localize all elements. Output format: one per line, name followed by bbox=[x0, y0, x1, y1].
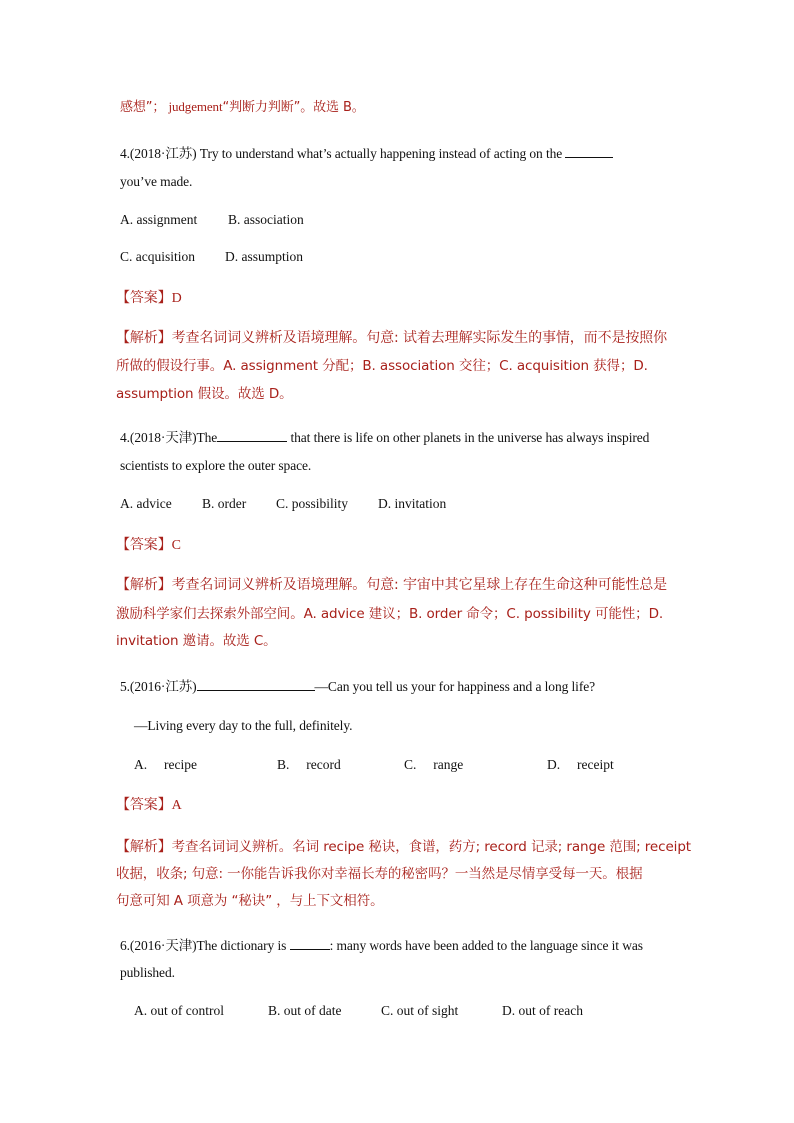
question-3-option-a: A. recipe bbox=[134, 757, 197, 772]
answer-value: A bbox=[171, 798, 182, 813]
question-2-option-d: D. invitation bbox=[378, 496, 447, 511]
question-2-stem-text: that there is life on other planets in the universe has always inspired bbox=[290, 430, 650, 445]
analysis-tag: 【解析】 bbox=[116, 839, 172, 855]
question-4-option-c: C. out of sight bbox=[381, 1003, 459, 1018]
continuation-line bbox=[120, 96, 365, 115]
question-1-analysis-3: assumption 假设。故选 D。 bbox=[116, 386, 293, 402]
question-1-stem-text: 4.(2018·江苏) Try to understand what’s actually happening instead of acting on the bbox=[120, 146, 563, 161]
question-3-analysis-2: 收据，收条; 句意: 一你能告诉我你对幸福长寿的秘密吗？一当然是尽情享受每一天。根据 bbox=[116, 866, 643, 882]
question-1-option-b: B. association bbox=[228, 212, 304, 227]
continuation-gloss: “判断力判断”。故选 B。 bbox=[222, 100, 365, 115]
question-2-stem bbox=[120, 426, 649, 446]
question-2-blank bbox=[217, 429, 287, 442]
answer-tag: 【答案】 bbox=[116, 290, 172, 306]
question-3-analysis-3: 句意可知 A 项意为 “秘诀” ，与上下文相符。 bbox=[116, 893, 384, 909]
question-4-option-b: B. out of date bbox=[268, 1003, 342, 1018]
question-3-stem bbox=[120, 675, 595, 695]
question-1-stem bbox=[120, 142, 613, 162]
answer-value: C bbox=[171, 538, 181, 553]
analysis-text: 考查名词词义辨析。名词 recipe 秘诀，食谱，药方; record 记录; range 范围; receipt bbox=[171, 839, 691, 855]
question-3-answer bbox=[116, 794, 182, 814]
question-2-analysis-3: invitation 邀请。故选 C。 bbox=[116, 633, 277, 649]
question-1-option-c: C. acquisition bbox=[120, 249, 195, 264]
question-2-analysis-1 bbox=[116, 574, 667, 594]
answer-value: D bbox=[171, 291, 182, 306]
question-3-option-d: D. receipt bbox=[547, 757, 614, 772]
analysis-text: 考查名词词义辨析及语境理解。句意: 试着去理解实际发生的事情，而不是按照你 bbox=[171, 330, 668, 346]
question-1-stem-cont: you’ve made. bbox=[120, 174, 193, 189]
question-1-analysis-1 bbox=[116, 327, 667, 347]
question-3-option-c: C. range bbox=[404, 757, 464, 772]
question-3-stem-text: —Can you tell us your for happiness and a long life? bbox=[314, 679, 596, 694]
question-1-option-d: D. assumption bbox=[225, 249, 304, 264]
question-4-stem bbox=[120, 934, 643, 954]
question-2-option-b: B. order bbox=[202, 496, 247, 511]
question-4-number: 6.(2016·天津)The dictionary is bbox=[120, 938, 287, 953]
question-2-number: 4.(2018·天津)The bbox=[120, 430, 218, 445]
question-4-stem-text: : many words have been added to the language since it was bbox=[329, 938, 643, 953]
question-1-blank bbox=[565, 145, 613, 158]
question-4-blank bbox=[290, 937, 330, 950]
question-2-option-c: C. possibility bbox=[276, 496, 349, 511]
question-2-stem-cont: scientists to explore the outer space. bbox=[120, 458, 312, 473]
question-1-analysis-2: 所做的假设行事。A. assignment 分配；B. association 交往；C. acquisition 获得；D. bbox=[116, 358, 648, 374]
continuation-word: judgement bbox=[165, 99, 223, 114]
question-4-option-a: A. out of control bbox=[134, 1003, 224, 1018]
question-4-option-d: D. out of reach bbox=[502, 1003, 583, 1018]
answer-tag: 【答案】 bbox=[116, 537, 172, 553]
question-2-analysis-2: 激励科学家们去探索外部空间。A. advice 建议；B. order 命令；C. possibility 可能性；D. bbox=[116, 606, 664, 622]
answer-tag: 【答案】 bbox=[116, 797, 172, 813]
continuation-prefix: 感想”； bbox=[120, 100, 166, 115]
analysis-tag: 【解析】 bbox=[116, 330, 172, 346]
question-3-analysis-1 bbox=[116, 835, 691, 856]
analysis-text: 考查名词词义辨析及语境理解。句意: 宇宙中其它星球上存在生命这种可能性总是 bbox=[171, 577, 668, 593]
question-3-blank bbox=[197, 678, 315, 691]
question-3-reply: —Living every day to the full, definitely. bbox=[134, 718, 353, 733]
question-1-option-a: A. assignment bbox=[120, 212, 198, 227]
question-1-answer bbox=[116, 287, 182, 307]
question-2-answer bbox=[116, 534, 181, 554]
question-2-option-a: A. advice bbox=[120, 496, 172, 511]
question-3-number: 5.(2016·江苏) bbox=[120, 679, 197, 694]
question-3-option-b: B. record bbox=[277, 757, 341, 772]
analysis-tag: 【解析】 bbox=[116, 577, 172, 593]
question-4-stem-cont: published. bbox=[120, 965, 175, 980]
